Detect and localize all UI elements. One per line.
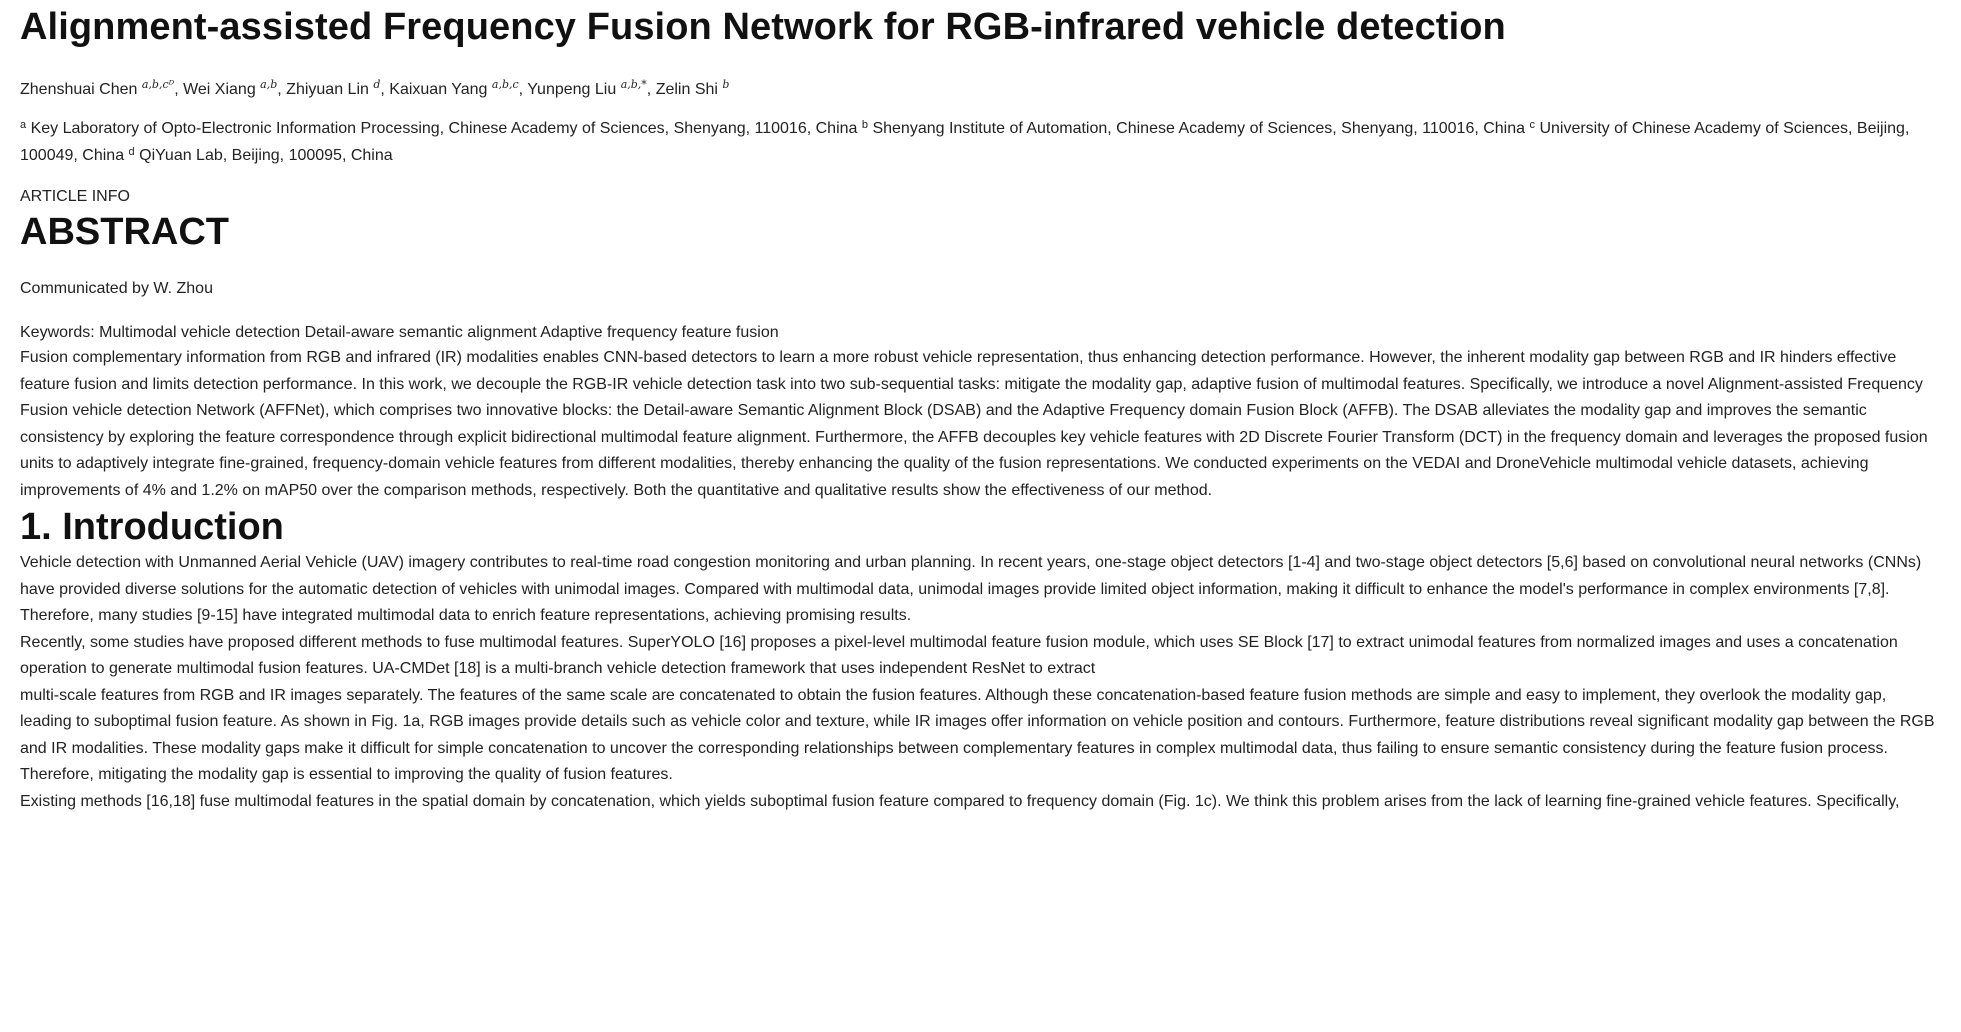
keywords: Keywords: Multimodal vehicle detection Detail-aware semantic alignment Adaptive frequency feature fusion [20,324,779,341]
affiliation-text: QiYuan Lab, Beijing, 100095, China [139,146,393,164]
author-affiliation-mark: d [373,78,381,91]
article-info-label: ARTICLE INFO [20,188,130,205]
abstract-text: Fusion complementary information from RGB and infrared (IR) modalities enables CNN-based detectors to learn a more robust vehicle representation, thus enhancing detection performance. However, the inherent modality gap between RGB and IR hinders effective feature fusion and limits detection performance. In this work, we decouple the RGB-IR vehicle detection task into two sub-sequential tasks: mitigate the modality gap, adaptive fusion of multimodal features. Specifically, we introduce a novel Alignment-assisted Frequency Fusion vehicle detection Network (AFFNet), which comprises two innovative blocks: the Detail-aware Semantic Alignment Block (DSAB) and the Adaptive Frequency domain Fusion Block (AFFB). The DSAB alleviates the modality gap and improves the semantic consistency by exploring the feature correspondence through explicit bidirectional multimodal feature alignment. Furthermore, the AFFB decouples key vehicle features with 2D Discrete Fourier Transform (DCT) in the frequency domain and leverages the proposed fusion units to adaptively integrate fine-grained, frequency-domain vehicle features from different modalities, thereby enhancing the quality of the fusion representations. We conducted experiments on the VEDAI and DroneVehicle multimodal vehicle datasets, achieving improvements of 4% and 1.2% on mAP50 over the comparison methods, respectively. Both the quantitative and qualitative results show the effectiveness of our method. [20,349,1928,499]
author[interactable]: Yunpeng Liu $^{a,b,*}$ [527,78,647,98]
intro-paragraph: multi-scale features from RGB and IR images separately. The features of the same scale are concatenated to obtain the fusion features. Although these concatenation-based feature fusion methods are simple and easy to implement, they overlook the modality gap, leading to suboptimal fusion feature. As shown in Fig. 1a, RGB images provide details such as vehicle color and texture, while IR images offer information on vehicle position and contours. Furthermore, feature distributions reveal significant modality gap between the RGB and IR modalities. These modality gaps make it difficult for simple concatenation to uncover the corresponding relationships between complementary features in complex multimodal data, thus failing to ensure semantic consistency during the feature fusion process. Therefore, mitigating the modality gap is essential to improving the quality of fusion features. [20,686,1935,783]
introduction-heading: 1. Introduction [20,506,284,548]
author-affiliation-mark: b [722,78,730,91]
affiliation-mark: c [1529,119,1535,131]
affiliation-mark: b [861,119,868,131]
author[interactable]: Zelin Shi $^b$ [655,78,730,98]
author[interactable]: Kaixuan Yang $^{a,b,c}$ [389,78,519,98]
intro-paragraph: Existing methods [16,18] fuse multimodal features in the spatial domain by concatenation, which yields suboptimal fusion feature compared to frequency domain (Fig. 1c). We think this problem arises from the lack of learning fine-grained vehicle features. Specifically, [20,792,1900,810]
author-affiliation-mark: a,b [260,78,278,91]
affiliations [20,116,1941,169]
author[interactable]: Zhenshuai Chen $^{a,b,cᴰ}$ [20,78,175,98]
communicated-by: Communicated by W. Zhou [20,280,213,297]
affiliation-mark: d [128,145,135,158]
author-affiliation-mark: a,b,c [491,78,519,91]
intro-paragraph: Recently, some studies have proposed different methods to fuse multimodal features. SuperYOLO [16] proposes a pixel-level multimodal feature fusion module, which uses SE Block [17] to extract unimodal features from normalized images and uses a concatenation operation to generate multimodal fusion features. UA-CMDet [18] is a multi-branch vehicle detection framework that uses independent ResNet to extract [20,633,1898,677]
abstract-heading: ABSTRACT [20,211,229,253]
author[interactable]: Wei Xiang $^{a,b}$ [183,78,278,98]
paper-title: Alignment-assisted Frequency Fusion Network for RGB-infrared vehicle detection [20,6,1506,48]
affiliation-text: Key Laboratory of Opto-Electronic Information Processing, Chinese Academy of Sciences, Shenyang, 110016, China [30,120,858,137]
intro-paragraph: Vehicle detection with Unmanned Aerial Vehicle (UAV) imagery contributes to real-time road congestion monitoring and urban planning. In recent years, one-stage object detectors [1-4] and two-stage object detectors [5,6] based on convolutional neural networks (CNNs) have provided diverse solutions for the automatic detection of vehicles with unimodal images. Compared with multimodal data, unimodal images provide limited object information, making it difficult to enhance the model's performance in complex environments [7,8]. Therefore, many studies [9-15] have integrated multimodal data to enrich feature representations, achieving promising results. [20,554,1922,624]
author-list: Zhenshuai Chen $^{a,b,cᴰ}$, Wei Xiang $^{a,b}$, Zhiyuan Lin $^d$, Kaixuan Yang $^{a,b,c}$, Yunpeng Liu $^{a,b,*}$, Zelin Shi $^b$ [20,78,730,98]
author[interactable]: Zhiyuan Lin $^d$ [286,78,381,98]
author-affiliation-mark: a,b,cᴰ [141,78,175,91]
affiliation-mark: a [20,119,27,131]
affiliation-text: University of Chinese Academy of Sciences, Beijing, 100049, China [20,120,1910,164]
author-affiliation-mark: a,b,* [620,78,647,91]
affiliation-text: Shenyang Institute of Automation, Chinese Academy of Sciences, Shenyang, 110016, China [872,120,1526,137]
